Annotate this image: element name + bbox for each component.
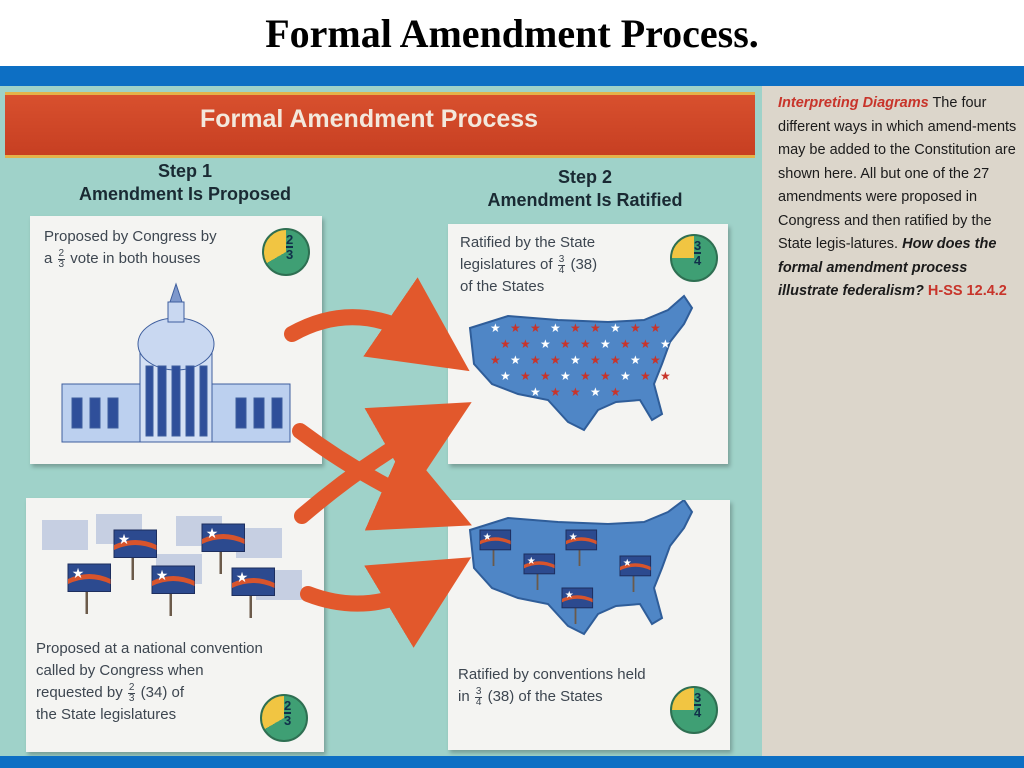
pie-fraction-label: 3 4 bbox=[694, 690, 702, 720]
map-star: ★ bbox=[490, 353, 501, 367]
pie-fraction-label: 2 3 bbox=[284, 698, 292, 728]
step2-title: Amendment Is Ratified bbox=[487, 190, 683, 210]
svg-text:★: ★ bbox=[235, 569, 249, 585]
card-legislatures-line3: of the States bbox=[460, 278, 545, 295]
pie-fraction-label: 3 4 bbox=[694, 238, 702, 268]
bottom-blue-bar bbox=[0, 756, 1024, 768]
textbook-photo bbox=[0, 86, 1024, 756]
step2-label: Step 2 bbox=[557, 167, 613, 187]
svg-text:★: ★ bbox=[155, 567, 169, 583]
map-star: ★ bbox=[650, 353, 661, 367]
map-star: ★ bbox=[560, 369, 571, 383]
map-star: ★ bbox=[620, 369, 631, 383]
svg-text:★: ★ bbox=[71, 565, 85, 581]
map-star: ★ bbox=[550, 353, 561, 367]
map-star: ★ bbox=[640, 337, 651, 351]
map-star: ★ bbox=[490, 321, 501, 335]
pie-fraction-label: 2 3 bbox=[286, 232, 294, 262]
map-star: ★ bbox=[510, 353, 521, 367]
map-star: ★ bbox=[550, 385, 561, 399]
map-star: ★ bbox=[540, 369, 551, 383]
svg-text:★: ★ bbox=[482, 531, 492, 543]
sidebar-standard: H-SS 12.4.2 bbox=[927, 283, 1007, 299]
arrow-congress-to-legislatures bbox=[292, 317, 430, 344]
card-convention-line3-post: (34) of bbox=[140, 684, 184, 701]
step1-label: Step 1 bbox=[157, 161, 213, 181]
map-star: ★ bbox=[620, 337, 631, 351]
card-congress-line2-pre: a bbox=[44, 250, 53, 267]
card-convention-line3-pre: requested by bbox=[36, 684, 123, 701]
process-arrows bbox=[0, 86, 1024, 756]
map-star: ★ bbox=[610, 353, 621, 367]
card-state-conventions-line2-post: (38) of the States bbox=[487, 688, 603, 705]
fraction-two-thirds: $\frac{2}{3}$ bbox=[128, 681, 135, 704]
map-star: ★ bbox=[590, 321, 601, 335]
map-star: ★ bbox=[500, 337, 511, 351]
svg-text:★: ★ bbox=[564, 589, 574, 601]
map-star: ★ bbox=[560, 337, 571, 351]
map-star: ★ bbox=[530, 353, 541, 367]
card-congress-line2-post: vote in both houses bbox=[70, 250, 201, 267]
map-star: ★ bbox=[570, 385, 581, 399]
sidebar-lead: Interpreting Diagrams bbox=[778, 95, 929, 111]
fraction-three-fourths: $\frac{3}{4}$ bbox=[558, 253, 565, 276]
card-congress-line1: Proposed by Congress by bbox=[44, 228, 217, 245]
map-star: ★ bbox=[580, 337, 591, 351]
map-star: ★ bbox=[630, 353, 641, 367]
map-star: ★ bbox=[520, 369, 531, 383]
card-legislatures-line2-pre: legislatures of bbox=[460, 256, 553, 273]
map-star: ★ bbox=[580, 369, 591, 383]
map-star: ★ bbox=[650, 321, 661, 335]
map-star: ★ bbox=[610, 321, 621, 335]
svg-text:★: ★ bbox=[526, 555, 536, 567]
svg-text:★: ★ bbox=[622, 557, 632, 569]
card-legislatures-line2-post: (38) bbox=[570, 256, 598, 273]
sidebar-question: How does the formal amendment process illustrate federalism? bbox=[778, 236, 997, 299]
card-state-conventions-line1: Ratified by conventions held bbox=[458, 666, 646, 683]
map-star: ★ bbox=[640, 369, 651, 383]
map-star: ★ bbox=[570, 353, 581, 367]
map-star: ★ bbox=[660, 337, 671, 351]
diagram-header-title: Formal Amendment Process bbox=[200, 105, 539, 133]
map-star: ★ bbox=[600, 337, 611, 351]
map-star: ★ bbox=[500, 369, 511, 383]
slide-header bbox=[0, 0, 1024, 66]
map-star: ★ bbox=[590, 353, 601, 367]
map-star: ★ bbox=[510, 321, 521, 335]
card-convention-line1: Proposed at a national convention bbox=[36, 640, 263, 657]
card-convention-line2: called by Congress when bbox=[36, 662, 204, 679]
fraction-two-thirds: $\frac{2}{3}$ bbox=[58, 247, 65, 270]
svg-text:★: ★ bbox=[568, 531, 578, 543]
map-star: ★ bbox=[600, 369, 611, 383]
card-legislatures-line1: Ratified by the State bbox=[460, 234, 596, 251]
map-star: ★ bbox=[540, 337, 551, 351]
card-state-conventions-line2-pre: in bbox=[458, 688, 470, 705]
svg-text:★: ★ bbox=[117, 531, 131, 547]
map-star: ★ bbox=[530, 321, 541, 335]
map-star: ★ bbox=[570, 321, 581, 335]
fraction-three-fourths: $\frac{3}{4}$ bbox=[475, 685, 482, 708]
map-star: ★ bbox=[590, 385, 601, 399]
slide-title: Formal Amendment Process. bbox=[265, 11, 759, 56]
card-convention-line4: the State legislatures bbox=[36, 706, 177, 723]
map-star: ★ bbox=[550, 321, 561, 335]
map-star: ★ bbox=[610, 385, 621, 399]
map-star: ★ bbox=[660, 369, 671, 383]
arrow-convention-to-conventions bbox=[308, 582, 430, 604]
top-blue-bar bbox=[0, 66, 1024, 86]
map-star: ★ bbox=[630, 321, 641, 335]
svg-text:★: ★ bbox=[205, 525, 219, 541]
step1-title: Amendment Is Proposed bbox=[78, 184, 292, 204]
map-star: ★ bbox=[530, 385, 541, 399]
map-star: ★ bbox=[520, 337, 531, 351]
sidebar-body: The four different ways in which amend-ments may be added to the Constitution are shown here. All but one of the 27 amendments were proposed in Congress and then ratified by the State legis-latures. bbox=[778, 95, 1017, 252]
